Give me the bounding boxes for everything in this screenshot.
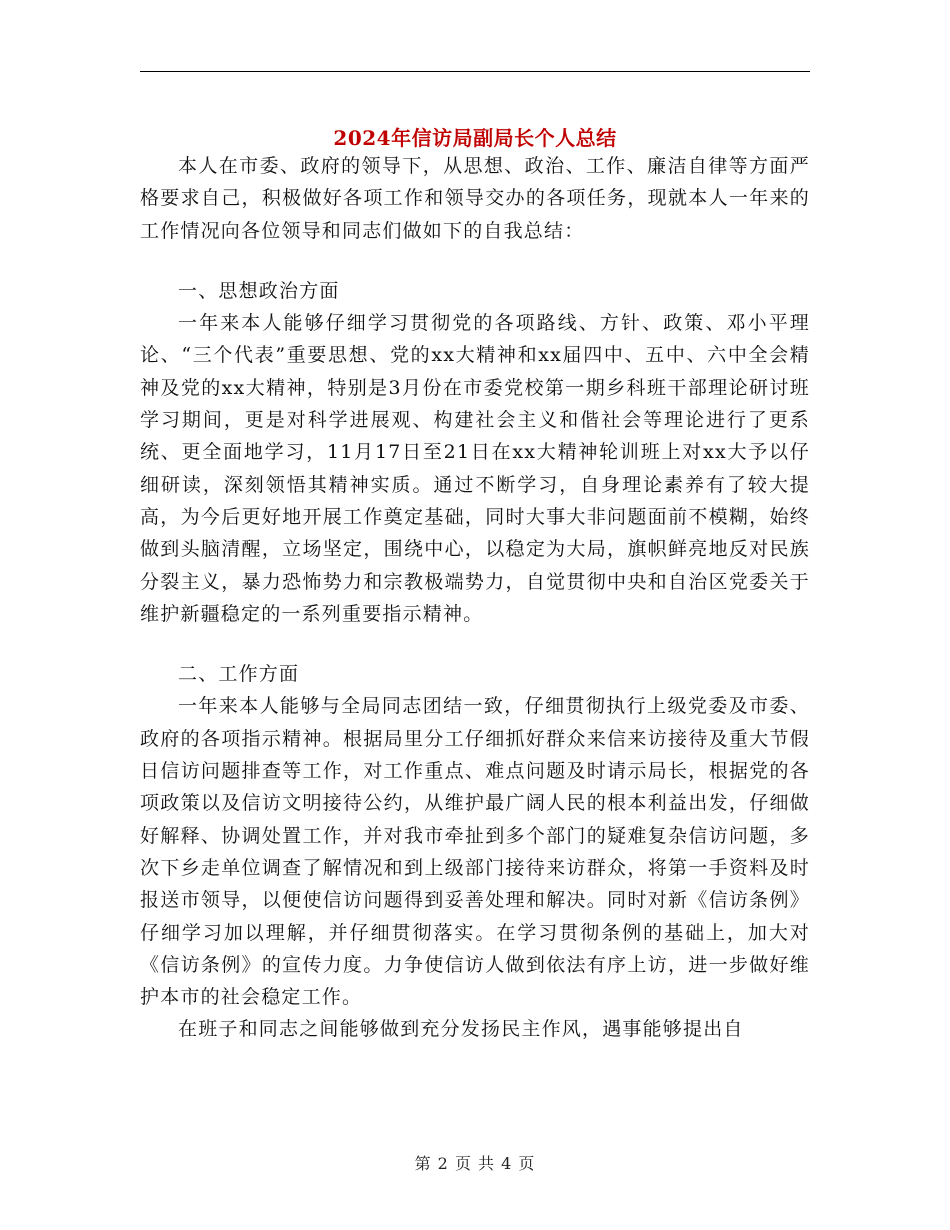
paragraph-gap	[140, 630, 810, 658]
section-paragraph-ideology: 一年来本人能够仔细学习贯彻党的各项路线、方针、政策、邓小平理论、“三个代表”重要思想、党的xx大精神和xx届四中、五中、六中全会精神及党的xx大精神，特别是3月份在市委党校第一期乡科班干部理论研讨班学习期间，更是对科学进展观、构建社会主义和偕社会等理论进行了更系统、更全面地学习，11月17日至21日在xx大精神轮训班上对xx大予以仔细研读，深刻领悟其精神实质。通过不断学习，自身理论素养有了较大提高，为今后更好地开展工作奠定基础，同时大事大非问题面前不模糊，始终做到头脑清醒，立场坚定，围绕中心，以稳定为大局，旗帜鲜亮地反对民族分裂主义，暴力恐怖势力和宗教极端势力，自觉贯彻中央和自治区党委关于维护新疆稳定的一系列重要指示精神。	[140, 312, 810, 625]
page-number-footer: 第 2 页 共 4 页	[414, 1154, 536, 1173]
document-body	[140, 150, 810, 1046]
section-heading-ideology: 一、思想政治方面	[178, 279, 340, 302]
section-paragraph-work-continued: 在班子和同志之间能够做到充分发扬民主作风，遇事能够提出自	[178, 1018, 744, 1041]
paragraph-gap	[140, 247, 810, 275]
intro-paragraph: 本人在市委、政府的领导下，从思想、政治、工作、廉洁自律等方面严格要求自己，积极做好各项工作和领导交办的各项任务，现就本人一年来的工作情况向各位领导和同志们做如下的自我总结：	[140, 155, 810, 242]
document-title: 2024年信访局副局长个人总结	[333, 126, 617, 151]
section-paragraph-work: 一年来本人能够与全局同志团结一致，仔细贯彻执行上级党委及市委、政府的各项指示精神。根据局里分工仔细抓好群众来信来访接待及重大节假日信访问题排查等工作，对工作重点、难点问题及时请示局长，根据党的各项政策以及信访文明接待公约，从维护最广阔人民的根本利益出发，仔细做好解释、协调处置工作，并对我市牵扯到多个部门的疑难复杂信访问题，多次下乡走单位调查了解情况和到上级部门接待来访群众，将第一手资料及时报送市领导，以便使信访问题得到妥善处理和解决。同时对新《信访条例》仔细学习加以理解，并仔细贯彻落实。在学习贯彻条例的基础上，加大对《信访条例》的宣传力度。力争使信访人做到依法有序上访，进一步做好维护本市的社会稳定工作。	[140, 695, 810, 1009]
section-heading-work: 二、工作方面	[178, 663, 300, 686]
header-rule	[140, 71, 810, 72]
